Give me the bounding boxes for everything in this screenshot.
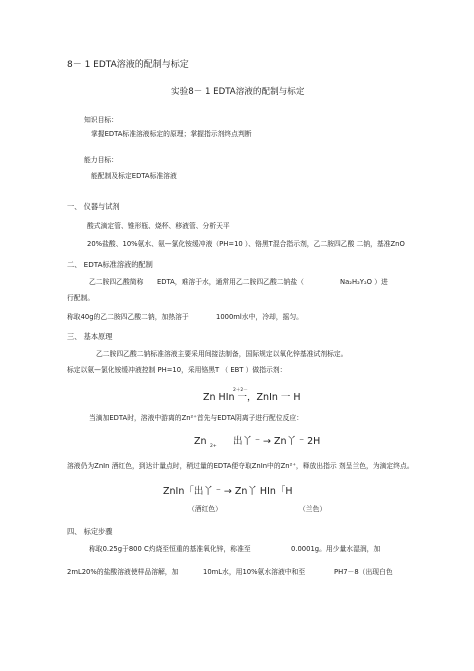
ability-goal-text: 能配制及标定EDTA标准溶液 [91,172,177,180]
equation2-charge: 2+ [210,444,217,449]
section4-line2-a: 2mL20%的盐酸溶液使样品溶解，加 [67,568,179,576]
equation1-superscript: 2＋2－ [233,388,248,393]
section3-para1: 乙二胺四乙酸二钠标准溶液主要采用间接法制备，国际规定以氧化锌基准试剂标定。 [96,350,348,358]
section2-line3-b: 1000ml水中，冷却，摇匀。 [216,313,303,321]
section3-para3: 当滴加EDTA时，溶液中游离的Zn²⁺首先与EDTA阴离子进行配位反应： [89,414,304,422]
section2-line2: 行配制。 [67,294,95,302]
section1-line1: 酸式滴定管、锥形瓶、烧杯、移液管、分析天平 [87,222,230,230]
section4-heading: 四、 标定步骤 [67,527,113,536]
section2-line1-b: EDTA，难溶于水，通常用乙二胺四乙酸二钠盐（ [157,278,304,286]
section1-heading: 一、 仪器与试剂 [67,202,120,211]
doc-title: 实验8－ 1 EDTA溶液的配制与标定 [171,87,305,97]
section1-line2: 20%盐酸、10%氨水、氨—氯化铵缓冲液（PH=10 ）、铬黑T混合指示剂，乙二胺四乙酸 二钠，基准ZnO [87,240,405,248]
equation1: Zn HIn 一，ZnIn 一 H [203,392,301,403]
section4-line1-a: 称取0.25g于800 C灼烧至恒重的基准氧化锌，称准至 [89,545,251,553]
knowledge-goal-text: 掌握EDTA标准溶液标定的原理；掌握指示剂终点判断 [91,130,252,138]
section4-line1-b: 0.0001g。用少量水湿润，加 [291,545,381,553]
section2-line1-a: 乙二胺四乙酸简称 [89,278,144,286]
knowledge-goal-label: 知识目标： [84,116,118,124]
doc-header: 8－ 1 EDTA溶液的配制与标定 [67,60,189,70]
section2-heading: 二、 EDTA标准溶液的配制 [67,260,153,269]
section4-line2-c: PH7－8（出现白色 [334,568,393,576]
equation3-label-right: （兰色） [299,505,327,513]
section3-heading: 三、 基本原理 [67,332,113,341]
section3-para2: 标定以氨—氯化铵缓冲液控制 PH=10，采用铬黑T （ EBT ）做指示剂： [67,366,287,374]
equation3: ZnIn「出丫 ⁻ → Zn丫 HIn「H [163,486,293,497]
equation2-right: 出丫 ⁻ → Zn丫 ⁻ 2H [233,436,321,447]
section2-line1-c: Na₂H₂Y₂O ）进 [340,278,388,286]
equation2-left: Zn [194,436,207,447]
section4-line2-b: 10mL水，用10%氨水溶液中和至 [203,568,306,576]
section2-line3-a: 称取40g的乙二胺四乙酸二钠，加热溶于 [67,313,189,321]
section3-para4: 溶液仍为ZnIn 酒红色，到达计量点时，稍过量的EDTA便夺取ZnIn中的Zn²⁺，释放出指示 剂呈兰色，为滴定终点。 [67,462,414,470]
ability-goal-label: 能力目标： [84,156,118,164]
equation3-label-left: （酒红色） [188,505,222,513]
